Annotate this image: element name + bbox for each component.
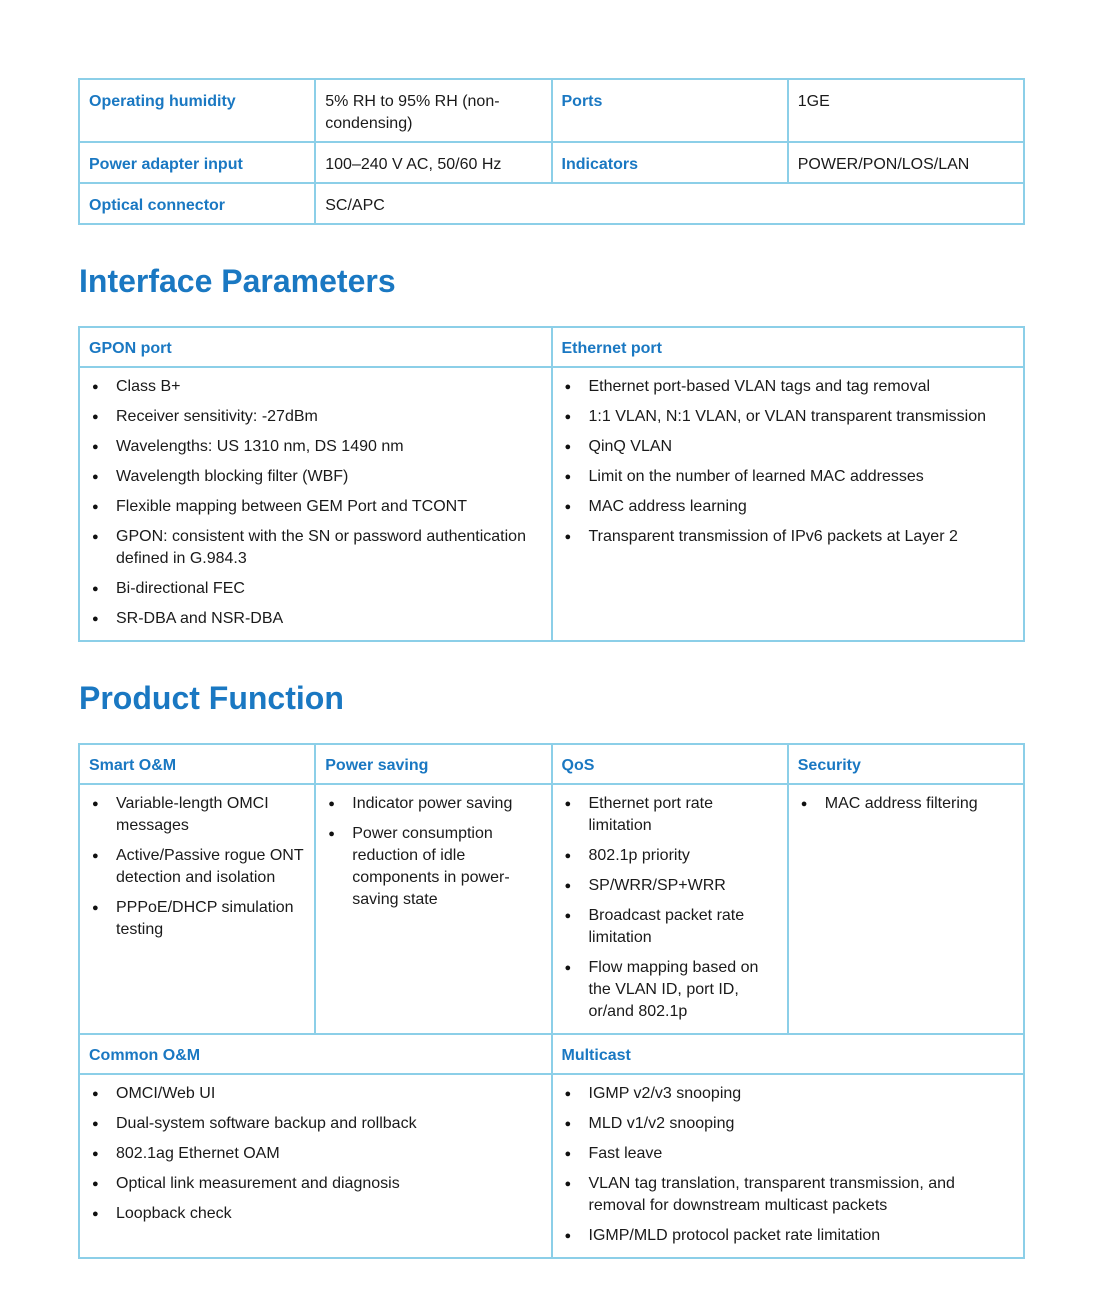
spec-value-cell: 5% RH to 95% RH (non-condensing) [315, 79, 551, 142]
list-item: ● Wavelength blocking filter (WBF) [88, 466, 543, 488]
list-item: ● Fast leave [561, 1143, 1016, 1165]
bullet-list [553, 368, 1024, 558]
list-item: ● SP/WRR/SP+WRR [561, 875, 779, 897]
spec-label-cell: Optical connector [79, 183, 315, 224]
bullet-list [553, 785, 787, 1033]
list-item: ● Wavelengths: US 1310 nm, DS 1490 nm [88, 436, 543, 458]
list-item: ● MLD v1/v2 snooping [561, 1113, 1016, 1135]
power-saving-list-cell [315, 784, 551, 1034]
list-item: ● VLAN tag translation, transparent transmission, and removal for downstream multicast packets [561, 1173, 1016, 1217]
list-item: ● Receiver sensitivity: -27dBm [88, 406, 543, 428]
bullet-list [316, 785, 550, 921]
list-item: ● QinQ VLAN [561, 436, 1016, 458]
list-item: ● PPPoE/DHCP simulation testing [88, 897, 306, 941]
list-item: ● SR-DBA and NSR-DBA [88, 608, 543, 630]
common-om-header: Common O&M [79, 1034, 552, 1074]
bullet-list [553, 1075, 1024, 1257]
list-item: ● Dual-system software backup and rollback [88, 1113, 543, 1135]
bullet-list [80, 785, 314, 951]
spec-table [78, 78, 1025, 225]
spec-value-cell: 1GE [788, 79, 1024, 142]
qos-header: QoS [552, 744, 788, 784]
smart-om-list-cell [79, 784, 315, 1034]
multicast-list-cell [552, 1074, 1025, 1258]
spec-label-cell: Indicators [552, 142, 788, 183]
list-item: ● Loopback check [88, 1203, 543, 1225]
list-item: ● Active/Passive rogue ONT detection and isolation [88, 845, 306, 889]
power-saving-header: Power saving [315, 744, 551, 784]
common-om-list-cell [79, 1074, 552, 1258]
bullet-list [789, 785, 1023, 825]
section-header-row [79, 744, 1024, 784]
spec-label-cell: Power adapter input [79, 142, 315, 183]
interface-parameters-title: Interface Parameters [79, 263, 396, 299]
list-item: ● 1:1 VLAN, N:1 VLAN, or VLAN transparent transmission [561, 406, 1016, 428]
section-body-row [79, 367, 1024, 641]
security-list-cell [788, 784, 1024, 1034]
spec-row [79, 142, 1024, 183]
list-item: ● Ethernet port rate limitation [561, 793, 779, 837]
multicast-header: Multicast [552, 1034, 1025, 1074]
spec-value-cell: SC/APC [315, 183, 1024, 224]
list-item: ● Broadcast packet rate limitation [561, 905, 779, 949]
product-function-table [78, 743, 1025, 1259]
list-item: ● Variable-length OMCI messages [88, 793, 306, 837]
list-item: ● Optical link measurement and diagnosis [88, 1173, 543, 1195]
list-item: ● 802.1p priority [561, 845, 779, 867]
list-item: ● Power consumption reduction of idle components in power-saving state [324, 823, 542, 911]
ethernet-port-list-cell [552, 367, 1025, 641]
list-item: ● Transparent transmission of IPv6 packets at Layer 2 [561, 526, 1016, 548]
list-item: ● 802.1ag Ethernet OAM [88, 1143, 543, 1165]
ethernet-port-header: Ethernet port [552, 327, 1025, 367]
security-header: Security [788, 744, 1024, 784]
section-body-row [79, 1074, 1024, 1258]
qos-list-cell [552, 784, 788, 1034]
list-item: ● Flow mapping based on the VLAN ID, port ID, or/and 802.1p [561, 957, 779, 1023]
list-item: ● Bi-directional FEC [88, 578, 543, 600]
section-body-row [79, 784, 1024, 1034]
spec-value-cell: 100–240 V AC, 50/60 Hz [315, 142, 551, 183]
product-function-title: Product Function [79, 680, 344, 716]
list-item: ● GPON: consistent with the SN or password authentication defined in G.984.3 [88, 526, 543, 570]
list-item: ● MAC address filtering [797, 793, 1015, 815]
spec-row [79, 183, 1024, 224]
list-item: ● Indicator power saving [324, 793, 542, 815]
smart-om-header: Smart O&M [79, 744, 315, 784]
gpon-port-list-cell [79, 367, 552, 641]
bullet-list [80, 1075, 551, 1235]
list-item: ● Class B+ [88, 376, 543, 398]
list-item: ● Ethernet port-based VLAN tags and tag removal [561, 376, 1016, 398]
section-header-row [79, 1034, 1024, 1074]
list-item: ● Limit on the number of learned MAC addresses [561, 466, 1016, 488]
list-item: ● IGMP v2/v3 snooping [561, 1083, 1016, 1105]
list-item: ● MAC address learning [561, 496, 1016, 518]
spec-label-cell: Operating humidity [79, 79, 315, 142]
bullet-list [80, 368, 551, 640]
list-item: ● Flexible mapping between GEM Port and TCONT [88, 496, 543, 518]
list-item: ● OMCI/Web UI [88, 1083, 543, 1105]
interface-parameters-table [78, 326, 1025, 642]
spec-row [79, 79, 1024, 142]
list-item: ● IGMP/MLD protocol packet rate limitation [561, 1225, 1016, 1247]
spec-value-cell: POWER/PON/LOS/LAN [788, 142, 1024, 183]
section-header-row [79, 327, 1024, 367]
spec-label-cell: Ports [552, 79, 788, 142]
gpon-port-header: GPON port [79, 327, 552, 367]
